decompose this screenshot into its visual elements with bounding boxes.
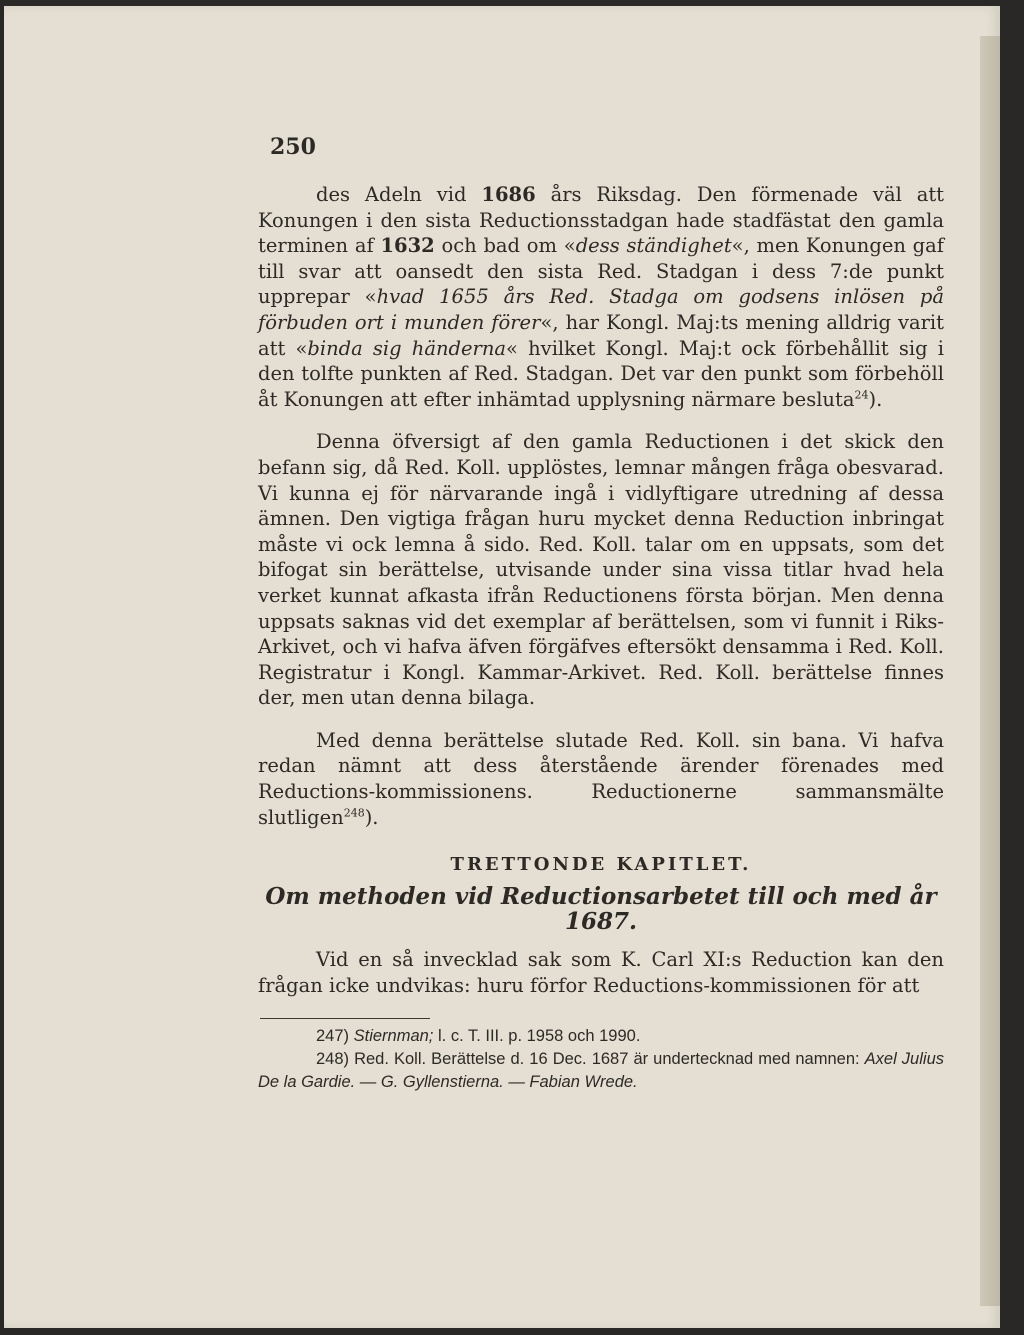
footnote-248 <box>258 1048 944 1094</box>
text-run: « hvilket Kongl. Maj:t ock förbehållit sig i den tolfte punkten af Red. Stadgan. Det var den punkt som förbehöll åt Konungen att efter inhämtad upplysning närmare besluta <box>258 336 944 411</box>
text-run: Axel Julius De la Gardie. — G. Gyllenstierna. — Fabian Wrede. <box>258 1050 944 1092</box>
text-run: 1686 <box>481 183 536 206</box>
text-run: års Riksdag. Den förmenade väl att Konungen i den sista Reductionsstadgan hade stadfästat den gamla terminen af <box>258 183 945 258</box>
chapter-heading: TRETTONDE KAPITLET. <box>450 854 752 876</box>
text-run: «, har Kongl. Maj:ts mening alldrig varit att « <box>258 310 944 360</box>
text-run: Stiernman; <box>353 1027 434 1046</box>
text-run: 1632 <box>380 234 435 258</box>
text-run: 248 <box>343 806 365 820</box>
text-run: Vid en så invecklad sak som K. Carl XI:s Reduction kan den frågan icke undvikas: huru förfor Reductions-kommissionen för att <box>258 948 944 997</box>
text-run: Med denna berättelse slutade Red. Koll. sin bana. Vi hafva redan nämnt att dess återstående ärender förenades med Reductions-kommissionens. Reductionerne sammansmälte slutligen <box>258 728 944 829</box>
text-run: dess ständighet <box>575 234 732 258</box>
text-run: ). <box>364 805 379 829</box>
body-text <box>258 182 944 1094</box>
page-edge <box>980 36 1000 1306</box>
text-run: «, men Konungen gaf till svar att oansedt den sista Red. Stadgan i dess 7:de punkt upprepar « <box>258 234 944 309</box>
footnote-247 <box>258 1025 944 1048</box>
text-run: 24 <box>854 388 869 402</box>
text-run: 247) <box>316 1027 354 1046</box>
paragraph-1 <box>258 182 944 412</box>
text-run: Om methoden vid Reductionsarbetet till och med år <box>265 882 937 910</box>
paragraph-3 <box>258 728 944 830</box>
text-run: l. c. T. III. p. 1958 och 1990. <box>433 1027 641 1046</box>
text-run: . <box>629 908 638 936</box>
paragraph-2 <box>258 429 944 711</box>
book-page <box>4 6 1000 1328</box>
text-run: 248) Red. Koll. Berättelse d. 16 Dec. 1687 är undertecknad med namnen: <box>316 1050 865 1069</box>
text-run: och bad om « <box>434 234 576 258</box>
paragraph-closing <box>258 947 944 998</box>
text-run: binda sig händerna <box>307 336 507 360</box>
chapter-subtitle <box>258 884 944 935</box>
text-run: Denna öfversigt af den gamla Reductionen i det skick den befann sig, då Red. Koll. upplöstes, lemnar mången fråga obesvarad. Vi kunna ej för närvarande ingå i vidlyftigare utredning af dessa ämnen. Den vigtiga frågan huru mycket denna Reduction inbringat måste vi ock lemna å sido. Red. Koll. talar om en uppsats, som det bifogat sin berättelse, utvisande under sina vissa titlar hvad hela verket kunnat afkasta ifrån Reductionens första början. Men denna uppsats saknas vid det exemplar af berättelsen, som vi funnit i Riks-Arkivet, och vi hafva äfven förgäfves eftersökt densamma i Red. Koll. Registratur i Kongl. Kammar-Arkivet. Red. Koll. berättelse finnes der, men utan denna bilaga. <box>258 430 944 710</box>
text-run: 1687 <box>564 908 629 936</box>
text-run: hvad 1655 års Red. Stadga om godsens inlösen på förbuden ort i munden förer <box>258 285 945 334</box>
text-run: des Adeln vid <box>316 183 482 206</box>
page-number: 250 <box>270 134 316 160</box>
footnote-rule <box>260 1018 430 1019</box>
text-run: ). <box>868 387 883 411</box>
footnotes <box>258 1025 944 1094</box>
